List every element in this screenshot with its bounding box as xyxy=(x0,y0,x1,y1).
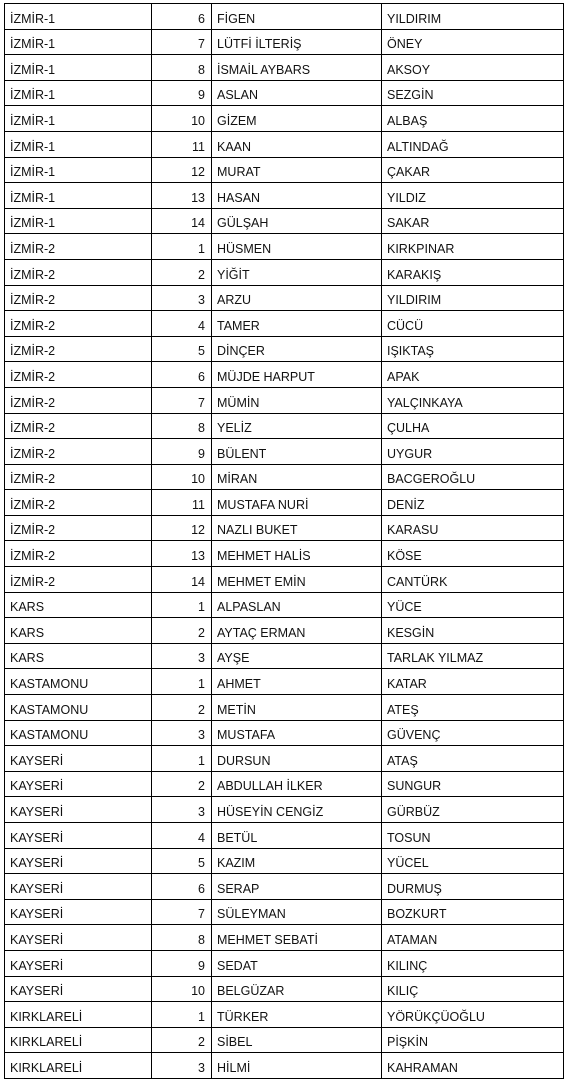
surname-cell: YÜCEL xyxy=(382,848,564,874)
table-row xyxy=(5,259,564,285)
surname-cell: GÜVENÇ xyxy=(382,720,564,746)
table-row xyxy=(5,55,564,81)
first-name-cell: ARZU xyxy=(212,285,382,311)
table-row xyxy=(5,874,564,900)
first-name-cell: HASAN xyxy=(212,183,382,209)
surname-cell: KILIÇ xyxy=(382,976,564,1002)
rank-number-cell: 1 xyxy=(152,1002,212,1028)
table-row xyxy=(5,746,564,772)
province-cell: İZMİR-2 xyxy=(5,336,152,362)
first-name-cell: ASLAN xyxy=(212,80,382,106)
surname-cell: CÜCÜ xyxy=(382,311,564,337)
province-cell: KAYSERİ xyxy=(5,925,152,951)
province-cell: İZMİR-2 xyxy=(5,490,152,516)
surname-cell: ATAMAN xyxy=(382,925,564,951)
province-cell: KARS xyxy=(5,618,152,644)
rank-number-cell: 11 xyxy=(152,490,212,516)
rank-number-cell: 3 xyxy=(152,1053,212,1079)
province-cell: KAYSERİ xyxy=(5,899,152,925)
province-cell: KAYSERİ xyxy=(5,797,152,823)
table-row xyxy=(5,387,564,413)
first-name-cell: YELİZ xyxy=(212,413,382,439)
surname-cell: ATAŞ xyxy=(382,746,564,772)
first-name-cell: GİZEM xyxy=(212,106,382,132)
first-name-cell: SERAP xyxy=(212,874,382,900)
rank-number-cell: 7 xyxy=(152,29,212,55)
rank-number-cell: 5 xyxy=(152,848,212,874)
first-name-cell: TÜRKER xyxy=(212,1002,382,1028)
rank-number-cell: 13 xyxy=(152,541,212,567)
first-name-cell: İSMAİL AYBARS xyxy=(212,55,382,81)
surname-cell: YILDIRIM xyxy=(382,4,564,30)
surname-cell: SEZGİN xyxy=(382,80,564,106)
province-cell: KAYSERİ xyxy=(5,771,152,797)
rank-number-cell: 6 xyxy=(152,874,212,900)
province-cell: KAYSERİ xyxy=(5,823,152,849)
surname-cell: CANTÜRK xyxy=(382,567,564,593)
province-cell: İZMİR-1 xyxy=(5,208,152,234)
first-name-cell: HÜSMEN xyxy=(212,234,382,260)
table-row xyxy=(5,80,564,106)
table-row xyxy=(5,1002,564,1028)
first-name-cell: MİRAN xyxy=(212,464,382,490)
province-cell: KAYSERİ xyxy=(5,976,152,1002)
rank-number-cell: 1 xyxy=(152,592,212,618)
first-name-cell: BÜLENT xyxy=(212,439,382,465)
surname-cell: KAHRAMAN xyxy=(382,1053,564,1079)
province-cell: KAYSERİ xyxy=(5,746,152,772)
table-row xyxy=(5,899,564,925)
province-cell: KIRKLARELİ xyxy=(5,1027,152,1053)
province-cell: İZMİR-1 xyxy=(5,131,152,157)
surname-cell: BACGEROĞLU xyxy=(382,464,564,490)
province-cell: KAYSERİ xyxy=(5,950,152,976)
surname-cell: KATAR xyxy=(382,669,564,695)
province-cell: İZMİR-2 xyxy=(5,439,152,465)
rank-number-cell: 13 xyxy=(152,183,212,209)
first-name-cell: HÜSEYİN CENGİZ xyxy=(212,797,382,823)
surname-cell: AKSOY xyxy=(382,55,564,81)
first-name-cell: AYTAÇ ERMAN xyxy=(212,618,382,644)
table-row xyxy=(5,797,564,823)
province-cell: İZMİR-2 xyxy=(5,285,152,311)
first-name-cell: HİLMİ xyxy=(212,1053,382,1079)
province-cell: İZMİR-2 xyxy=(5,234,152,260)
province-cell: KAYSERİ xyxy=(5,874,152,900)
table-row xyxy=(5,362,564,388)
first-name-cell: MUSTAFA NURİ xyxy=(212,490,382,516)
surname-cell: GÜRBÜZ xyxy=(382,797,564,823)
province-cell: İZMİR-2 xyxy=(5,362,152,388)
first-name-cell: ALPASLAN xyxy=(212,592,382,618)
province-cell: İZMİR-2 xyxy=(5,259,152,285)
rank-number-cell: 8 xyxy=(152,55,212,81)
first-name-cell: BELGÜZAR xyxy=(212,976,382,1002)
surname-cell: DURMUŞ xyxy=(382,874,564,900)
table-row xyxy=(5,720,564,746)
first-name-cell: MEHMET EMİN xyxy=(212,567,382,593)
province-cell: İZMİR-1 xyxy=(5,183,152,209)
province-cell: İZMİR-1 xyxy=(5,106,152,132)
surname-cell: ALTINDAĞ xyxy=(382,131,564,157)
rank-number-cell: 2 xyxy=(152,695,212,721)
table-row xyxy=(5,490,564,516)
surname-cell: DENİZ xyxy=(382,490,564,516)
rank-number-cell: 5 xyxy=(152,336,212,362)
province-cell: KASTAMONU xyxy=(5,695,152,721)
surname-cell: YÖRÜKÇÜOĞLU xyxy=(382,1002,564,1028)
table-row xyxy=(5,695,564,721)
province-cell: KASTAMONU xyxy=(5,669,152,695)
surname-cell: ATEŞ xyxy=(382,695,564,721)
first-name-cell: METİN xyxy=(212,695,382,721)
table-row xyxy=(5,464,564,490)
first-name-cell: SEDAT xyxy=(212,950,382,976)
rank-number-cell: 2 xyxy=(152,259,212,285)
candidate-table-body xyxy=(5,4,564,1079)
table-row xyxy=(5,771,564,797)
province-cell: İZMİR-1 xyxy=(5,80,152,106)
province-cell: KIRKLARELİ xyxy=(5,1002,152,1028)
surname-cell: KILINÇ xyxy=(382,950,564,976)
rank-number-cell: 1 xyxy=(152,234,212,260)
province-cell: İZMİR-2 xyxy=(5,413,152,439)
province-cell: İZMİR-2 xyxy=(5,464,152,490)
table-row xyxy=(5,285,564,311)
surname-cell: ÖNEY xyxy=(382,29,564,55)
rank-number-cell: 11 xyxy=(152,131,212,157)
rank-number-cell: 7 xyxy=(152,899,212,925)
rank-number-cell: 9 xyxy=(152,439,212,465)
table-row xyxy=(5,618,564,644)
rank-number-cell: 1 xyxy=(152,669,212,695)
surname-cell: SAKAR xyxy=(382,208,564,234)
rank-number-cell: 10 xyxy=(152,976,212,1002)
province-cell: KIRKLARELİ xyxy=(5,1053,152,1079)
rank-number-cell: 9 xyxy=(152,80,212,106)
rank-number-cell: 6 xyxy=(152,362,212,388)
province-cell: İZMİR-2 xyxy=(5,567,152,593)
table-row xyxy=(5,131,564,157)
rank-number-cell: 3 xyxy=(152,285,212,311)
rank-number-cell: 1 xyxy=(152,746,212,772)
rank-number-cell: 6 xyxy=(152,4,212,30)
first-name-cell: MUSTAFA xyxy=(212,720,382,746)
first-name-cell: YİĞİT xyxy=(212,259,382,285)
rank-number-cell: 4 xyxy=(152,311,212,337)
surname-cell: APAK xyxy=(382,362,564,388)
table-row xyxy=(5,29,564,55)
table-row xyxy=(5,592,564,618)
surname-cell: TARLAK YILMAZ xyxy=(382,643,564,669)
province-cell: KAYSERİ xyxy=(5,848,152,874)
table-row xyxy=(5,439,564,465)
province-cell: İZMİR-1 xyxy=(5,55,152,81)
surname-cell: SUNGUR xyxy=(382,771,564,797)
province-cell: İZMİR-1 xyxy=(5,4,152,30)
rank-number-cell: 3 xyxy=(152,643,212,669)
table-row xyxy=(5,183,564,209)
province-cell: İZMİR-2 xyxy=(5,311,152,337)
table-row xyxy=(5,413,564,439)
first-name-cell: MURAT xyxy=(212,157,382,183)
first-name-cell: DURSUN xyxy=(212,746,382,772)
surname-cell: ALBAŞ xyxy=(382,106,564,132)
table-row xyxy=(5,567,564,593)
table-row xyxy=(5,515,564,541)
first-name-cell: AHMET xyxy=(212,669,382,695)
first-name-cell: MEHMET SEBATİ xyxy=(212,925,382,951)
table-row xyxy=(5,1027,564,1053)
surname-cell: YÜCE xyxy=(382,592,564,618)
rank-number-cell: 12 xyxy=(152,157,212,183)
first-name-cell: TAMER xyxy=(212,311,382,337)
table-row xyxy=(5,311,564,337)
surname-cell: PİŞKİN xyxy=(382,1027,564,1053)
surname-cell: ÇAKAR xyxy=(382,157,564,183)
rank-number-cell: 9 xyxy=(152,950,212,976)
surname-cell: YALÇINKAYA xyxy=(382,387,564,413)
first-name-cell: KAZIM xyxy=(212,848,382,874)
surname-cell: ÇULHA xyxy=(382,413,564,439)
rank-number-cell: 2 xyxy=(152,618,212,644)
first-name-cell: LÜTFİ İLTERİŞ xyxy=(212,29,382,55)
first-name-cell: GÜLŞAH xyxy=(212,208,382,234)
table-row xyxy=(5,106,564,132)
province-cell: KARS xyxy=(5,643,152,669)
table-row xyxy=(5,643,564,669)
surname-cell: KESGİN xyxy=(382,618,564,644)
candidate-table xyxy=(4,3,564,1079)
first-name-cell: MÜJDE HARPUT xyxy=(212,362,382,388)
table-row xyxy=(5,1053,564,1079)
surname-cell: BOZKURT xyxy=(382,899,564,925)
province-cell: İZMİR-2 xyxy=(5,387,152,413)
first-name-cell: MÜMİN xyxy=(212,387,382,413)
table-row xyxy=(5,925,564,951)
rank-number-cell: 10 xyxy=(152,464,212,490)
surname-cell: YILDIRIM xyxy=(382,285,564,311)
first-name-cell: AYŞE xyxy=(212,643,382,669)
first-name-cell: SÜLEYMAN xyxy=(212,899,382,925)
surname-cell: IŞIKTAŞ xyxy=(382,336,564,362)
table-row xyxy=(5,669,564,695)
rank-number-cell: 2 xyxy=(152,1027,212,1053)
province-cell: KASTAMONU xyxy=(5,720,152,746)
surname-cell: UYGUR xyxy=(382,439,564,465)
province-cell: İZMİR-2 xyxy=(5,541,152,567)
table-row xyxy=(5,976,564,1002)
province-cell: İZMİR-1 xyxy=(5,157,152,183)
surname-cell: KÖSE xyxy=(382,541,564,567)
surname-cell: KARAKIŞ xyxy=(382,259,564,285)
rank-number-cell: 10 xyxy=(152,106,212,132)
table-row xyxy=(5,823,564,849)
first-name-cell: ABDULLAH İLKER xyxy=(212,771,382,797)
rank-number-cell: 12 xyxy=(152,515,212,541)
rank-number-cell: 3 xyxy=(152,720,212,746)
first-name-cell: MEHMET HALİS xyxy=(212,541,382,567)
rank-number-cell: 14 xyxy=(152,208,212,234)
province-cell: İZMİR-2 xyxy=(5,515,152,541)
table-row xyxy=(5,541,564,567)
table-row xyxy=(5,4,564,30)
surname-cell: YILDIZ xyxy=(382,183,564,209)
table-row xyxy=(5,950,564,976)
surname-cell: KIRKPINAR xyxy=(382,234,564,260)
table-row xyxy=(5,848,564,874)
province-cell: İZMİR-1 xyxy=(5,29,152,55)
first-name-cell: FİGEN xyxy=(212,4,382,30)
first-name-cell: DİNÇER xyxy=(212,336,382,362)
rank-number-cell: 2 xyxy=(152,771,212,797)
table-row xyxy=(5,336,564,362)
first-name-cell: KAAN xyxy=(212,131,382,157)
rank-number-cell: 8 xyxy=(152,413,212,439)
surname-cell: KARASU xyxy=(382,515,564,541)
province-cell: KARS xyxy=(5,592,152,618)
rank-number-cell: 4 xyxy=(152,823,212,849)
rank-number-cell: 3 xyxy=(152,797,212,823)
table-row xyxy=(5,234,564,260)
rank-number-cell: 7 xyxy=(152,387,212,413)
table-row xyxy=(5,208,564,234)
rank-number-cell: 14 xyxy=(152,567,212,593)
first-name-cell: NAZLI BUKET xyxy=(212,515,382,541)
rank-number-cell: 8 xyxy=(152,925,212,951)
first-name-cell: BETÜL xyxy=(212,823,382,849)
first-name-cell: SİBEL xyxy=(212,1027,382,1053)
surname-cell: TOSUN xyxy=(382,823,564,849)
table-row xyxy=(5,157,564,183)
